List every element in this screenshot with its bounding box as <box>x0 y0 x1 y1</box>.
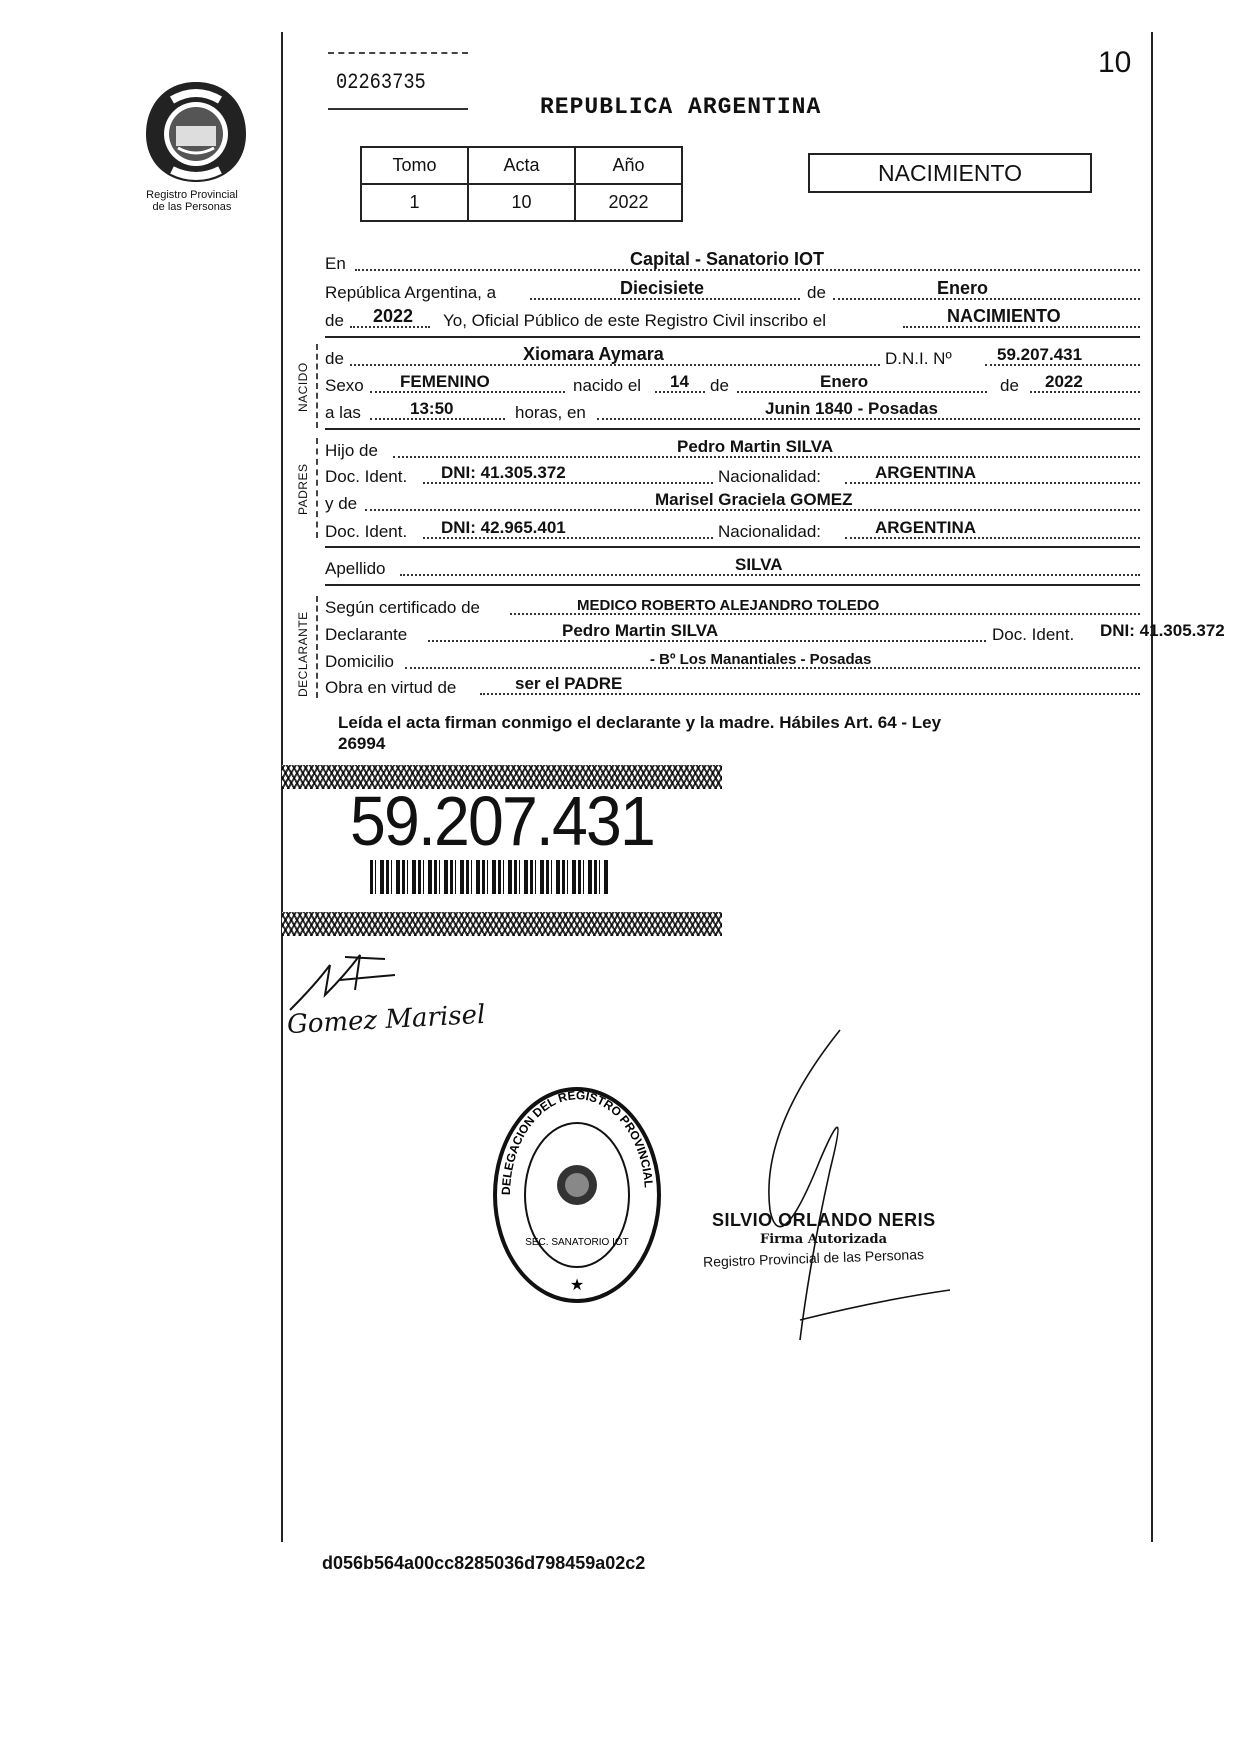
official-stamp <box>490 1085 665 1310</box>
nacido-el-label: nacido el <box>573 376 642 395</box>
declarante-value: Pedro Martin SILVA <box>562 621 719 640</box>
hora-value: 13:50 <box>410 399 454 418</box>
apellido-label: Apellido <box>325 559 386 578</box>
nac-de-label: de <box>710 376 729 395</box>
row-fecha <box>325 279 1140 305</box>
section-rule <box>325 546 1140 548</box>
closing-statement <box>338 712 1138 754</box>
nac-de2-label: de <box>1000 376 1019 395</box>
dni-label: D.N.I. Nº <box>885 349 952 368</box>
month-value: Enero <box>937 278 989 298</box>
registry-line2: de las Personas <box>152 201 232 213</box>
madre-nac-label: Nacionalidad: <box>718 522 822 541</box>
decl-doc-value: DNI: 41.305.372 <box>1100 621 1225 640</box>
row-segun <box>325 594 1140 620</box>
domicilio-label: Domicilio <box>325 652 394 671</box>
domicilio-value: - Bº Los Manantiales - Posadas <box>650 651 872 668</box>
nac-year: 2022 <box>1045 372 1083 391</box>
svg-text:★: ★ <box>569 1277 585 1294</box>
madre-doc-label: Doc. Ident. <box>325 522 408 541</box>
official-title: Firma Autorizada <box>760 1232 888 1247</box>
security-band-bottom <box>282 912 722 936</box>
row-padre <box>325 437 1140 463</box>
row-domicilio <box>325 648 1140 674</box>
madre-signature: Gomez Marisel <box>286 999 486 1041</box>
serial-number: 02263735 <box>336 70 426 95</box>
document-hash: d056b564a00cc8285036d798459a02c2 <box>322 1553 646 1573</box>
registry-line1: Registro Provincial <box>146 189 238 201</box>
y-de-label: y de <box>325 494 358 513</box>
row-hora <box>325 399 1140 425</box>
section-rule <box>325 584 1140 586</box>
row-madre <box>325 490 1140 516</box>
row-apellido <box>325 555 1140 581</box>
sexo-value: FEMENINO <box>400 372 490 391</box>
republica-label: República Argentina, a <box>325 283 497 302</box>
right-margin-line <box>1151 32 1153 1542</box>
declarante-section-bar <box>316 596 318 698</box>
en-label: En <box>325 254 346 273</box>
nac-day: 14 <box>670 372 689 391</box>
act-type-box <box>808 153 1092 193</box>
table-value-tomo: 1 <box>361 184 468 221</box>
record-table <box>360 146 683 222</box>
serial-bottom-rule <box>328 108 468 110</box>
dni-barcode <box>370 860 608 894</box>
day-value: Diecisiete <box>620 278 705 298</box>
de2-label: de <box>325 311 344 330</box>
padres-tag: PADRES <box>296 463 310 515</box>
table-value-anio: 2022 <box>575 184 682 221</box>
en-value: Capital - Sanatorio IOT <box>630 249 825 269</box>
dni-large-number: 59.207.431 <box>350 782 654 860</box>
row-en <box>325 250 1140 276</box>
row-padre-doc <box>325 463 1140 489</box>
table-header-anio: Año <box>575 147 682 184</box>
padre-value: Pedro Martin SILVA <box>677 437 834 456</box>
page-number: 10 <box>1098 46 1132 79</box>
row-obra <box>325 674 1140 700</box>
table-header-acta: Acta <box>468 147 575 184</box>
section-rule <box>325 336 1140 338</box>
closing-line2: 26994 <box>338 734 386 753</box>
province-logo <box>142 78 250 188</box>
madre-doc: DNI: 42.965.401 <box>441 518 566 537</box>
padre-doc-label: Doc. Ident. <box>325 467 408 486</box>
section-rule <box>325 428 1140 430</box>
madre-value: Marisel Graciela GOMEZ <box>655 490 853 509</box>
segun-value: MEDICO ROBERTO ALEJANDRO TOLEDO <box>577 597 880 614</box>
apellido-value: SILVA <box>735 555 783 574</box>
padre-doc: DNI: 41.305.372 <box>441 463 566 482</box>
stamp-inner-text: SEC. SANATORIO IOT <box>525 1237 629 1248</box>
country-title: REPUBLICA ARGENTINA <box>540 94 822 120</box>
declarante-label: Declarante <box>325 625 408 644</box>
padre-nac-label: Nacionalidad: <box>718 467 822 486</box>
padres-section-bar <box>316 438 318 538</box>
horas-en-label: horas, en <box>515 403 586 422</box>
de-label: de <box>807 283 826 302</box>
segun-label: Según certificado de <box>325 598 480 617</box>
serial-top-rule <box>328 52 468 54</box>
official-signature <box>700 1010 960 1355</box>
decl-doc-label: Doc. Ident. <box>992 625 1075 644</box>
nombre-label: de <box>325 349 344 368</box>
row-inscribo <box>325 307 1140 333</box>
official-org: Registro Provincial de las Personas <box>702 1246 925 1270</box>
year-value: 2022 <box>373 306 414 326</box>
padre-nac: ARGENTINA <box>875 463 977 482</box>
row-nombre <box>325 345 1140 371</box>
act-type-label: NACIMIENTO <box>878 160 1022 186</box>
closing-line1: Leída el acta firman conmigo el declarante y la madre. Hábiles Art. 64 - Ley <box>338 713 942 732</box>
inscribo-label: Yo, Oficial Público de este Registro Civil inscribo el <box>443 311 826 330</box>
table-value-acta: 10 <box>468 184 575 221</box>
official-name: SILVIO ORLANDO NERIS <box>712 1210 936 1230</box>
dni-value: 59.207.431 <box>997 345 1083 364</box>
declarante-tag: DECLARANTE <box>296 611 310 697</box>
row-declarante <box>325 621 1225 647</box>
row-madre-doc <box>325 518 1140 544</box>
table-header-tomo: Tomo <box>361 147 468 184</box>
obra-label: Obra en virtud de <box>325 678 457 697</box>
nacido-tag: NACIDO <box>296 362 310 412</box>
lugar-value: Junin 1840 - Posadas <box>765 399 938 418</box>
obra-value: ser el PADRE <box>515 674 623 693</box>
hijo-de-label: Hijo de <box>325 441 378 460</box>
inscribo-value: NACIMIENTO <box>947 306 1061 326</box>
nacido-section-bar <box>316 344 318 428</box>
sexo-label: Sexo <box>325 376 364 395</box>
registry-name <box>122 189 262 213</box>
stamp-outer-text: DELEGACION DEL REGISTRO PROVINCIAL <box>498 1088 656 1196</box>
madre-nac: ARGENTINA <box>875 518 977 537</box>
a-las-label: a las <box>325 403 361 422</box>
nac-month: Enero <box>820 372 869 391</box>
row-sexo <box>325 372 1140 398</box>
nombre-value: Xiomara Aymara <box>523 344 664 364</box>
